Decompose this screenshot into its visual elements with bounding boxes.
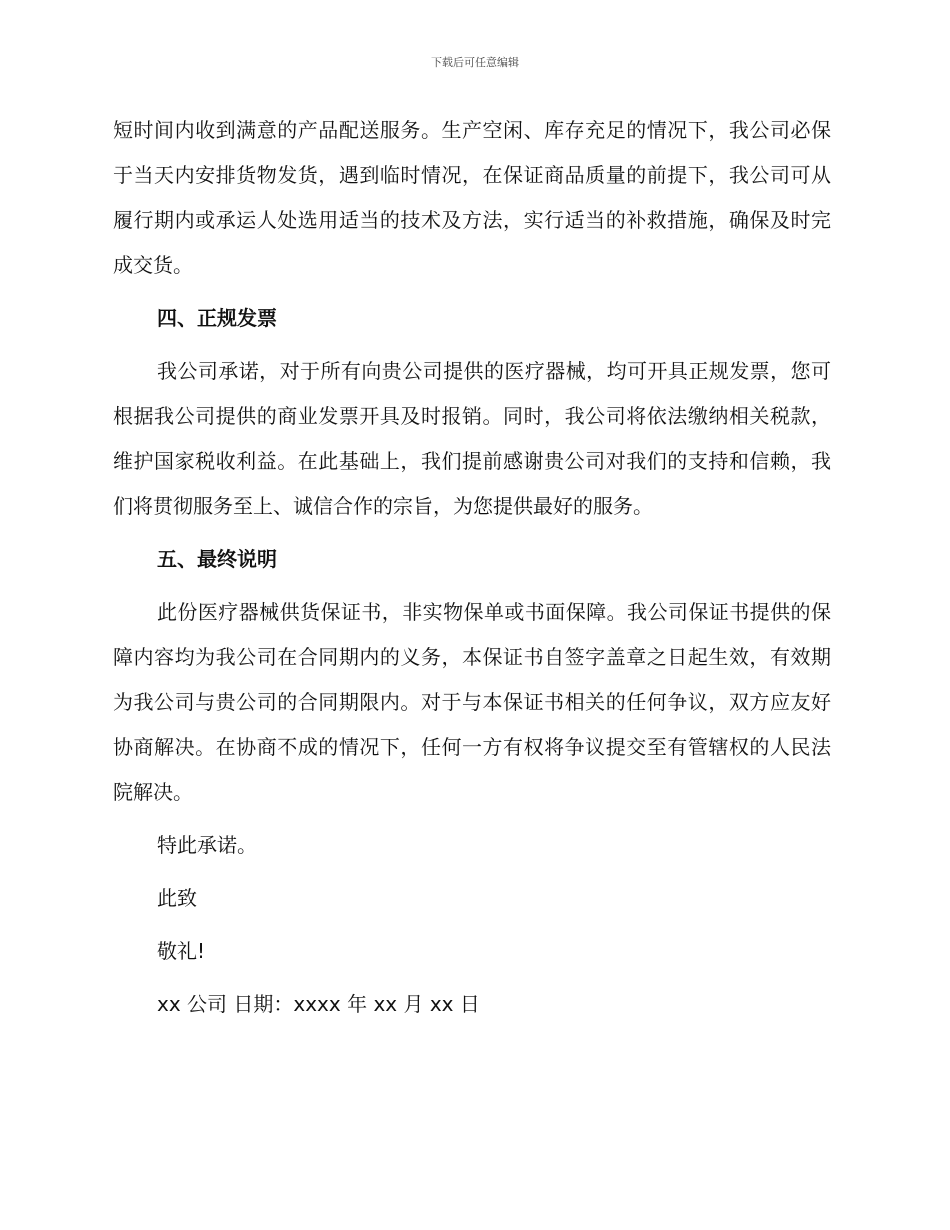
document-body	[113, 108, 831, 1035]
section-4-body: 我公司承诺，对于所有向贵公司提供的医疗器械，均可开具正规发票，您可根据我公司提供的商业发票开具及时报销。同时，我公司将依法缴纳相关税款，维护国家税收利益。在此基础上，我们提前感谢贵公司对我们的支持和信赖，我们将贯彻服务至上、诚信合作的宗旨，为您提供最好的服务。	[113, 359, 831, 518]
closing-to: 此致	[157, 886, 197, 910]
page-header: 下载后可任意编辑	[431, 56, 519, 69]
intro-paragraph: 短时间内收到满意的产品配送服务。生产空闲、库存充足的情况下，我公司必保于当天内安排货物发货，遇到临时情况，在保证商品质量的前提下，我公司可从履行期内或承运人处选用适当的技术及方法，实行适当的补救措施，确保及时完成交货。	[113, 118, 831, 277]
section-4-heading: 四、正规发票	[157, 306, 277, 330]
section-5-heading: 五、最终说明	[157, 547, 277, 571]
signature-line: xx 公司 日期：xxxx 年 xx 月 xx 日	[157, 992, 480, 1016]
section-5-body: 此份医疗器械供货保证书，非实物保单或书面保障。我公司保证书提供的保障内容均为我公司在合同期内的义务，本保证书自签字盖章之日起生效，有效期为我公司与贵公司的合同期限内。对于与本保证书相关的任何争议，双方应友好协商解决。在协商不成的情况下，任何一方有权将争议提交至有管辖权的人民法院解决。	[113, 600, 831, 804]
closing-promise: 特此承诺。	[157, 833, 257, 857]
closing-salute: 敬礼!	[157, 939, 206, 963]
